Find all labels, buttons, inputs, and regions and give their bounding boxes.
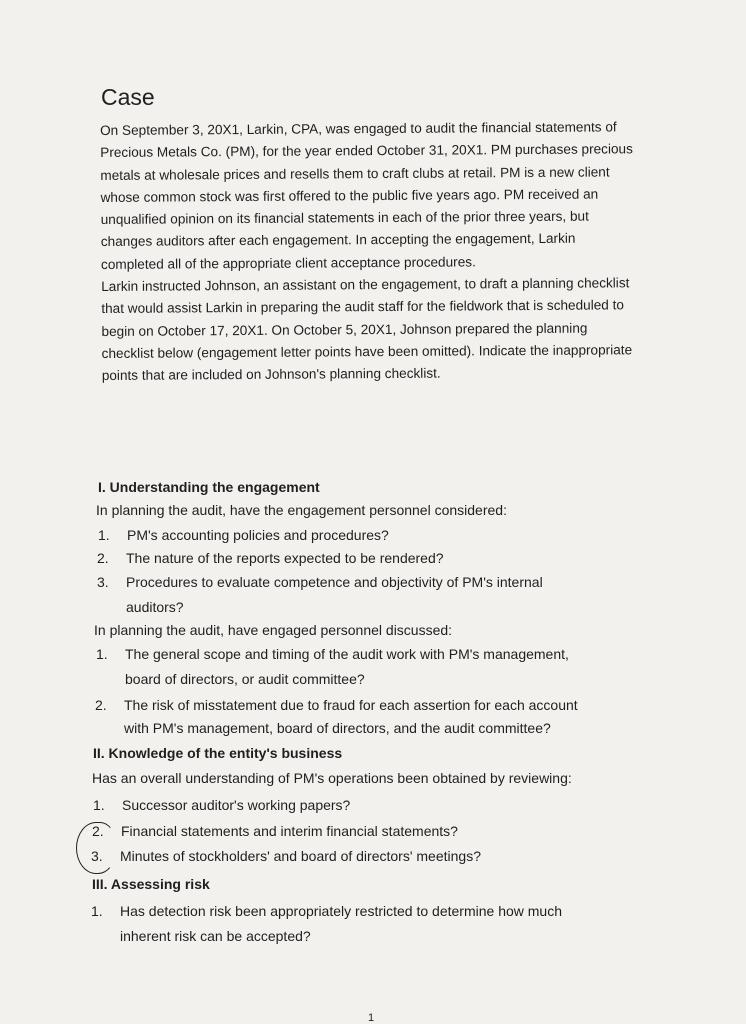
item-text-continued: board of directors, or audit committee?: [125, 671, 365, 687]
list-item: [91, 848, 481, 864]
item-number: 1.: [91, 903, 103, 919]
item-number: 1.: [93, 797, 105, 813]
item-text: The risk of misstatement due to fraud for each assertion for each account: [124, 697, 578, 713]
list-item: [95, 697, 578, 713]
item-number: 1.: [98, 527, 110, 543]
item-number: 1.: [96, 646, 108, 662]
section1-question-1: In planning the audit, have the engagement personnel considered:: [96, 502, 507, 518]
case-paragraph-2: Larkin instructed Johnson, an assistant on the engagement, to draft a planning checklist that would assist Larkin in preparing the audit staff for the fieldwork that is scheduled to begin on October 17, 20X1. On October 5, 20X1, Johnson prepared the planning checklist below (engagement letter points have been omitted). Indicate the inappropriate points that are included on Johnson's planning checklist.: [101, 275, 633, 384]
item-text-continued: with PM's management, board of directors, and the audit committee?: [124, 720, 551, 736]
list-item: [93, 797, 350, 813]
list-item: [97, 550, 444, 566]
item-number: 2.: [97, 550, 109, 566]
case-paragraph-1: On September 3, 20X1, Larkin, CPA, was engaged to audit the financial statements of Precious Metals Co. (PM), for the year ended October 31, 20X1. PM purchases precious metals at wholesale prices and resells them to craft clubs at retail. PM is a new client whose common stock was first offered to the public five years ago. PM received an unqualified opinion on its financial statements in each of the prior three years, but changes auditors after each engagement. In accepting the engagement, Larkin completed all of the appropriate client acceptance procedures.: [100, 119, 633, 272]
item-text: The nature of the reports expected to be rendered?: [126, 550, 444, 566]
item-number: 3.: [91, 848, 103, 864]
list-item: [92, 823, 458, 839]
item-text: Procedures to evaluate competence and objectivity of PM's internal: [126, 574, 543, 590]
item-text: Minutes of stockholders' and board of directors' meetings?: [120, 848, 481, 864]
item-text: Successor auditor's working papers?: [122, 797, 351, 813]
item-number: 2.: [92, 823, 104, 839]
list-item: [97, 574, 543, 590]
section-heading-knowledge: II. Knowledge of the entity's business: [93, 745, 343, 761]
item-number: 2.: [95, 697, 107, 713]
section-heading-understanding: I. Understanding the engagement: [98, 479, 320, 495]
list-item: [91, 903, 562, 919]
case-description: [100, 116, 642, 387]
item-text: Has detection risk been appropriately restricted to determine how much: [120, 903, 562, 919]
handwritten-circle-mark: [76, 822, 116, 874]
item-text-continued: auditors?: [126, 599, 184, 615]
item-text: Financial statements and interim financial statements?: [121, 823, 458, 839]
section2-question: Has an overall understanding of PM's operations been obtained by reviewing:: [92, 770, 572, 786]
page-title: Case: [101, 84, 155, 110]
list-item: [98, 527, 389, 543]
page-number: 1: [368, 1012, 375, 1024]
item-number: 3.: [97, 574, 109, 590]
list-item: [96, 646, 569, 662]
section1-question-2: In planning the audit, have engaged personnel discussed:: [94, 622, 453, 638]
item-text: PM's accounting policies and procedures?: [127, 527, 389, 543]
item-text: The general scope and timing of the audit work with PM's management,: [125, 646, 569, 662]
item-text-continued: inherent risk can be accepted?: [120, 928, 311, 944]
section-heading-assessing-risk: III. Assessing risk: [92, 876, 210, 892]
